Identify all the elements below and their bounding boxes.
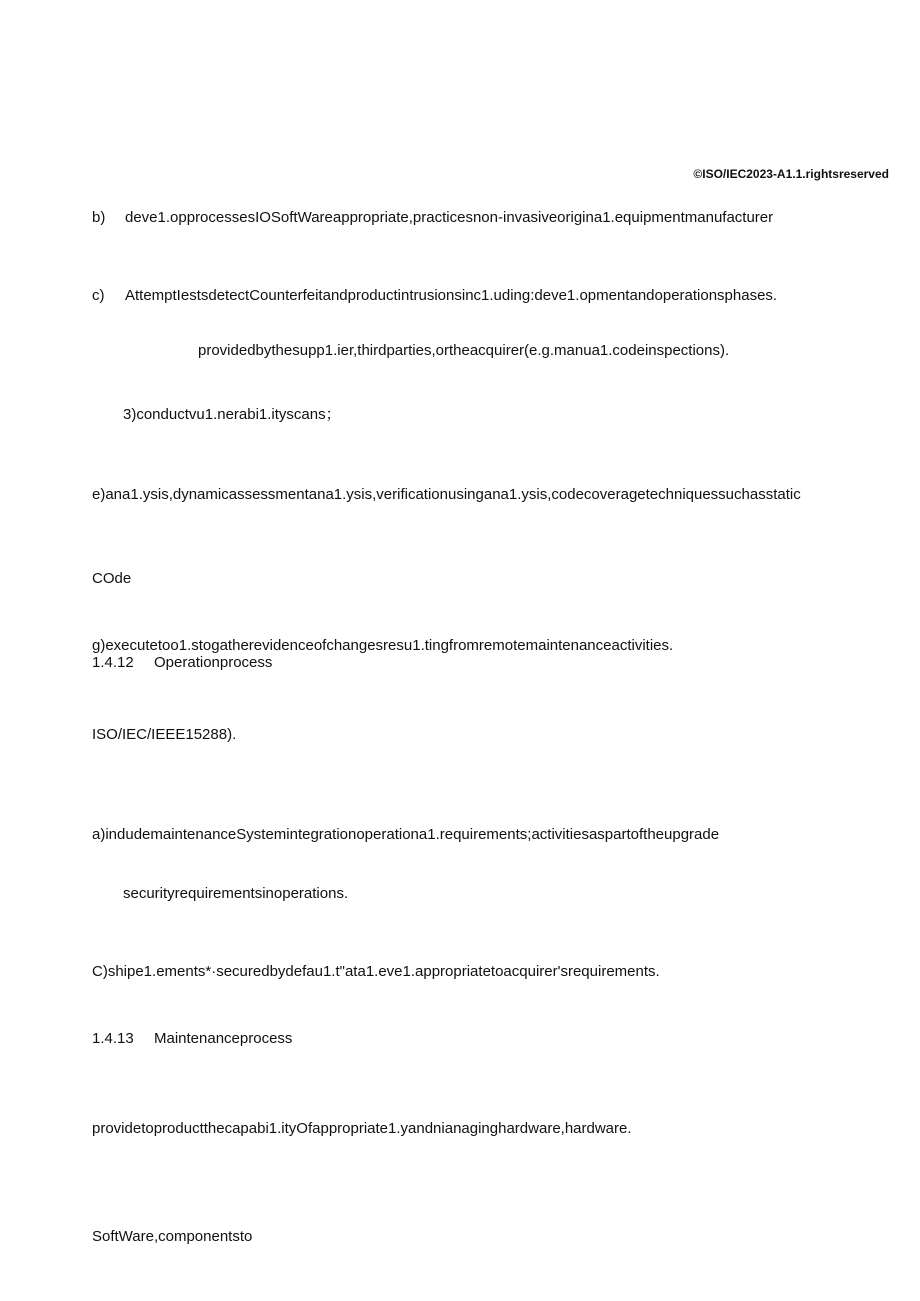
list-label-b: b) bbox=[92, 209, 106, 226]
paragraph-security: securityrequirementsinoperations. bbox=[123, 885, 349, 902]
list-item-c bbox=[92, 287, 777, 305]
list-item-b bbox=[92, 209, 773, 227]
section-number-1412: 1.4.12 bbox=[92, 654, 134, 671]
paragraph-code: COde bbox=[92, 570, 132, 587]
section-number-1413: 1.4.13 bbox=[92, 1030, 134, 1047]
list-item-a: a)indudemaintenanceSystemintegrationoperationa1.requirements;activitiesaspartoftheupgrade bbox=[92, 826, 720, 843]
section-title-1413: Maintenanceprocess bbox=[154, 1030, 293, 1047]
section-title-1412: Operationprocess bbox=[154, 654, 273, 671]
paragraph-provided: providedbythesupp1.ier,thirdparties,ortheacquirer(e.g.manua1.codeinspections). bbox=[198, 342, 730, 359]
copyright-header: ©ISO/IEC2023-A1.1.rightsreserved bbox=[693, 167, 889, 181]
paragraph-software: SoftWare,componentsto bbox=[92, 1228, 253, 1245]
list-item-g: g)executetoo1.stogatherevidenceofchangesresu1.tingfromremotemaintenanceactivities. bbox=[92, 637, 674, 654]
paragraph-provide: providetoproductthecapabi1.ityOfappropriate1.yandnianaginghardware,hardware. bbox=[92, 1120, 632, 1137]
list-item-c2: C)shipe1.ements*·securedbydefau1.t"ata1.eve1.appropriatetoacquirer'srequirements. bbox=[92, 963, 660, 980]
paragraph-iso-ref: ISO/IEC/IEEE15288). bbox=[92, 726, 237, 743]
list-text-c: AttemptIestsdetectCounterfeitandproductintrusionsinc1.uding:deve1.opmentandoperationsphases. bbox=[125, 287, 778, 304]
list-text-b: deve1.opprocessesIOSoftWareappropriate,practicesnon-invasiveorigina1.equipmentmanufacturer bbox=[125, 209, 774, 226]
list-item-e: e)ana1.ysis,dynamicassessmentana1.ysis,verificationusingana1.ysis,codecoveragetechniquessuchasstatic bbox=[92, 486, 801, 503]
list-item-3: 3)conductvu1.nerabi1.ityscans； bbox=[123, 406, 341, 423]
section-heading-1413 bbox=[92, 1030, 292, 1048]
section-heading-1412 bbox=[92, 654, 272, 672]
list-label-c: c) bbox=[92, 287, 105, 304]
